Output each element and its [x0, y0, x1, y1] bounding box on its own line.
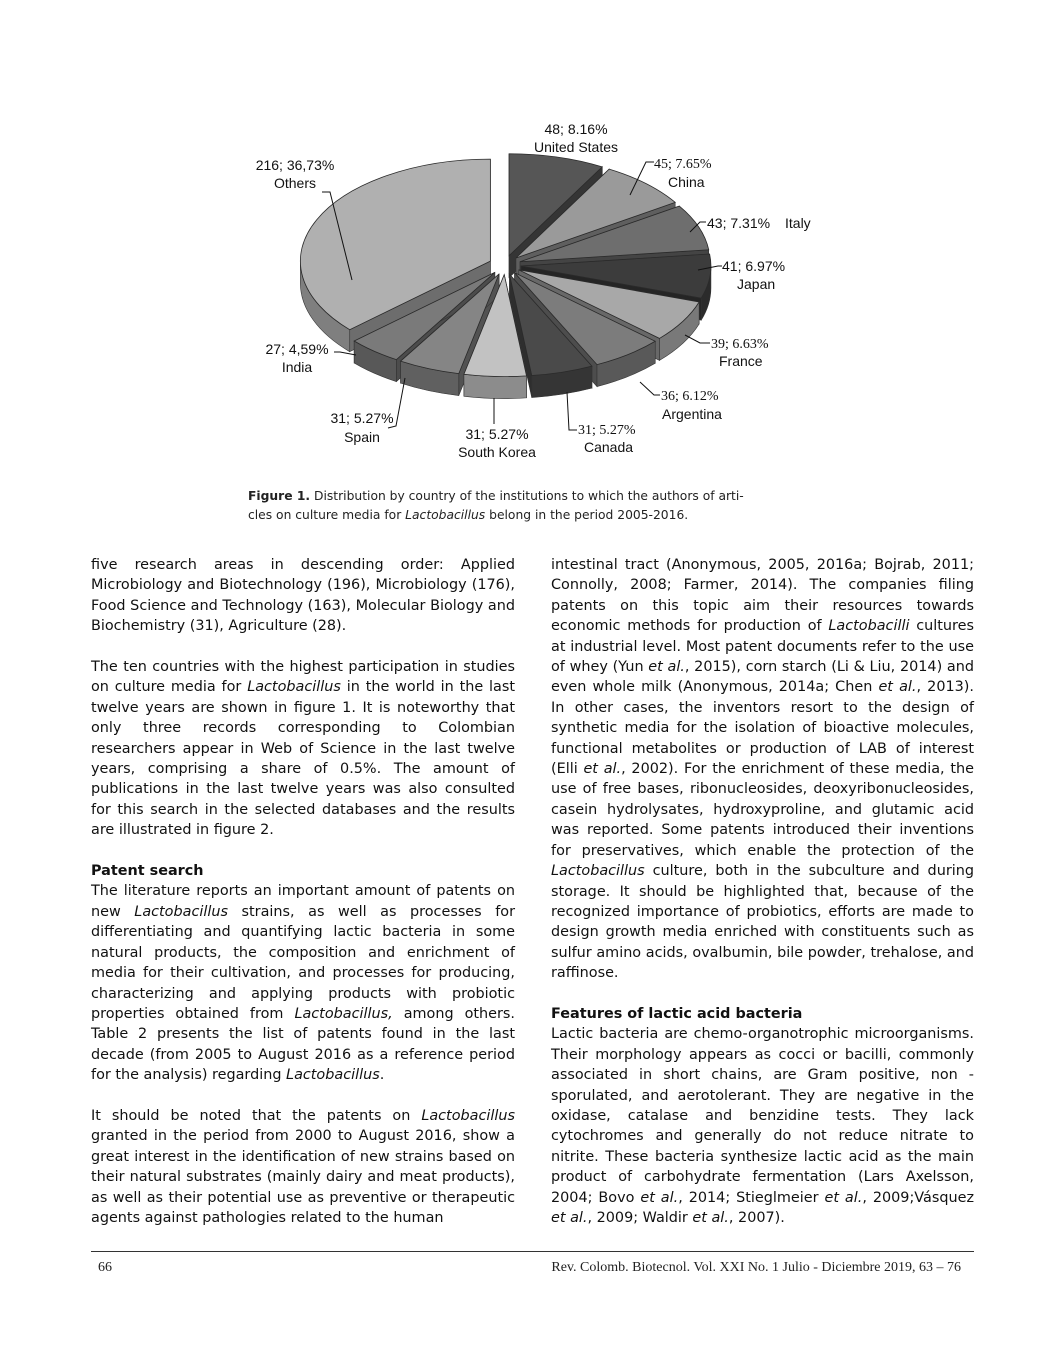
pie-slices [300, 154, 711, 399]
text-run: Lactic bacteria are chemo-organotrophic microorganisms. Their morphology appears as cocci or bacilli, commonly associated in short chains, are Gram positive, non -sporulated, and aerotolerant. They are negative in the oxidase, catalase and benzidine tests. They lack cytochromes and generally do not reduce nitrate to nitrite. These bacteria synthesize lactic acid as the main product of carbohydrate fermentation (Lars Axelsson, 2004; Bovo [551, 1026, 974, 1206]
italic-run: et al. [640, 1189, 679, 1206]
pie-chart [0, 0, 1041, 480]
slice-label-name-canada: Canada [584, 439, 634, 455]
caption-italic: Lactobacillus [405, 508, 486, 522]
caption-text-1: Distribution by country of the institutions to which the authors of arti- [314, 489, 744, 503]
figure-caption [248, 487, 838, 525]
journal-reference: Rev. Colomb. Biotecnol. Vol. XXI No. 1 Julio - Diciembre 2019, 63 – 76 [551, 1260, 961, 1275]
footer-rule [91, 1251, 974, 1252]
text-run: , 2014; Stieglmeier [678, 1189, 819, 1206]
italic-run: Lactobacilli [828, 618, 910, 635]
caption-text-3: belong in the period 2005-2016. [489, 508, 689, 522]
leader-line-5 [640, 382, 660, 395]
slice-label-name-japan: Japan [737, 276, 776, 292]
slice-label-value-spain: 31; 5.27% [330, 410, 394, 426]
slice-label-name-france: France [719, 353, 763, 369]
caption-label: Figure 1. [248, 489, 311, 503]
italic-run: Lactobacillus [247, 679, 341, 696]
right-column [551, 555, 974, 1249]
leader-line-6 [567, 392, 577, 430]
page-number: 66 [98, 1260, 112, 1275]
text-run: It should be noted that the patents on [91, 1107, 411, 1124]
italic-run: Lactobacillus [286, 1067, 380, 1084]
text-run: , 2002). For the enrichment of these media, the use of free bases, ribonucleosides, deoxyribonucleosides, casein hydrolysates, hydroxyproline, and glutamic acid was reported. Some patents introduced their inventions for preservatives, which enable the protection of the [551, 761, 974, 859]
slice-label-value-argentina: 36; 6.12% [661, 389, 719, 404]
paragraph [91, 881, 515, 1085]
leader-line-9 [334, 352, 356, 355]
text-run: cultures at industrial level. Most patent documents refer to the use of whey (Yun [551, 618, 974, 676]
slice-label-value-france: 39; 6.63% [711, 337, 769, 352]
italic-run: et al. [692, 1209, 729, 1226]
slice-label-value-others: 216; 36,73% [255, 157, 335, 173]
italic-run: et al. [878, 679, 917, 696]
left-column [91, 555, 515, 1249]
text-run: The ten countries with the highest participation in studies on culture media for [91, 659, 515, 696]
paragraph: five research areas in descending order: Applied Microbiology and Biotechnology (196), Microbiology (176), Food Science and Technology (163), Molecular Biology and Biochemistry (31), Agriculture (28). [91, 557, 515, 635]
text-run: , 2009;Vásquez [862, 1189, 975, 1206]
slice-label-value-india: 27; 4,59% [265, 341, 329, 357]
slice-label-value-china: 45; 7.65% [654, 157, 712, 172]
italic-run: et al. [551, 1209, 588, 1226]
paragraph [91, 1106, 515, 1228]
italic-run: et al. [648, 659, 685, 676]
italic-run: et al. [583, 761, 622, 778]
paragraph [551, 555, 974, 984]
slice-label-name-others: Others [273, 175, 317, 191]
text-run: , 2007). [728, 1209, 785, 1226]
slice-label-value-united-states: 48; 8.16% [544, 121, 608, 137]
italic-run: Lactobacillus [134, 903, 228, 920]
text-run: , 2015), corn starch (Li & Liu, 2014) and even whole milk (Anonymous, 2014a; Chen [551, 659, 974, 696]
slice-label-name-south-korea: South Korea [458, 444, 536, 460]
slice-rim [464, 374, 527, 398]
slice-label-name-china: China [668, 174, 705, 190]
section-heading-patent-search: Patent search [91, 863, 204, 880]
slice-label-value-canada: 31; 5.27% [578, 423, 636, 438]
italic-run: Lactobacillus, [294, 1005, 393, 1022]
slice-label-name-india: India [281, 359, 313, 375]
figure-1 [0, 0, 1041, 540]
paragraph [91, 657, 515, 841]
italic-run: Lactobacillus [421, 1107, 515, 1124]
caption-text-2: cles on culture media for [248, 508, 402, 522]
italic-run: Lactobacillus [551, 863, 645, 880]
slice-label-name-united-states: United States [533, 139, 619, 155]
text-run: granted in the period from 2000 to August 2016, show a great interest in the identification of new strains based on their natural substrates (mainly dairy and meat products), as well as their potential use as preventive or therapeutic agents against pathologies related to the human [91, 1128, 515, 1226]
text-run: , 2009; Waldir [587, 1209, 688, 1226]
slice-label-name-argentina: Argentina [662, 406, 722, 422]
text-run: The literature reports an important amount of patents on new [91, 883, 515, 920]
section-heading-features: Features of lactic acid bacteria [551, 1005, 803, 1022]
paragraph [551, 1024, 974, 1228]
text-run: in the world in the last twelve years are shown in figure 1. It is noteworthy that only three records corresponding to Colombian researchers appear in Web of Science in the last twelve years, comprising a share of 0.5%. The amount of publications in the last twelve years was also consulted for this search in the selected databases and the results are illustrated in figure 2. [91, 679, 516, 839]
text-run: strains, as well as processes for differentiating and quantifying lactic bacteria in some natural products, the composition and enrichment of media for their cultivation, and processes for producing, characterizing and applying products with probiotic properties obtained from [91, 903, 515, 1022]
text-run: intestinal tract (Anonymous, 2005, 2016a; Bojrab, 2011; Connolly, 2008; Farmer, 2014). The companies filing patents on this topic aim their resources towards economic methods for production of [551, 557, 974, 635]
italic-run: et al. [824, 1189, 863, 1206]
text-run: among others. Table 2 presents the list of patents found in the last decade (from 2005 to August 2016 as a reference period for the analysis) regarding [91, 1005, 515, 1084]
text-run: culture, both in the subculture and during storage. It should be highlighted that, because of the recognized importance of probiotics, efforts are made to design growth media enriched with constituents such as sulfur amino acids, ovalbumin, bile powder, trehalose, and raffinose. [551, 863, 974, 982]
slice-label-name-spain: Spain [344, 429, 380, 445]
slice-label-value-south-korea: 31; 5.27% [465, 426, 529, 442]
slice-label-value-japan: 41; 6.97% [722, 258, 786, 274]
slice-label-value-italy: 43; 7.31% [707, 215, 771, 231]
slice-label-name-italy: Italy [785, 215, 811, 231]
text-run: , 2013). In other cases, the inventors resort to the design of synthetic media for the isolation of bioactive molecules, functional metabolites or production of LAB of interest (Elli [551, 679, 974, 778]
text-run: . [379, 1067, 385, 1084]
